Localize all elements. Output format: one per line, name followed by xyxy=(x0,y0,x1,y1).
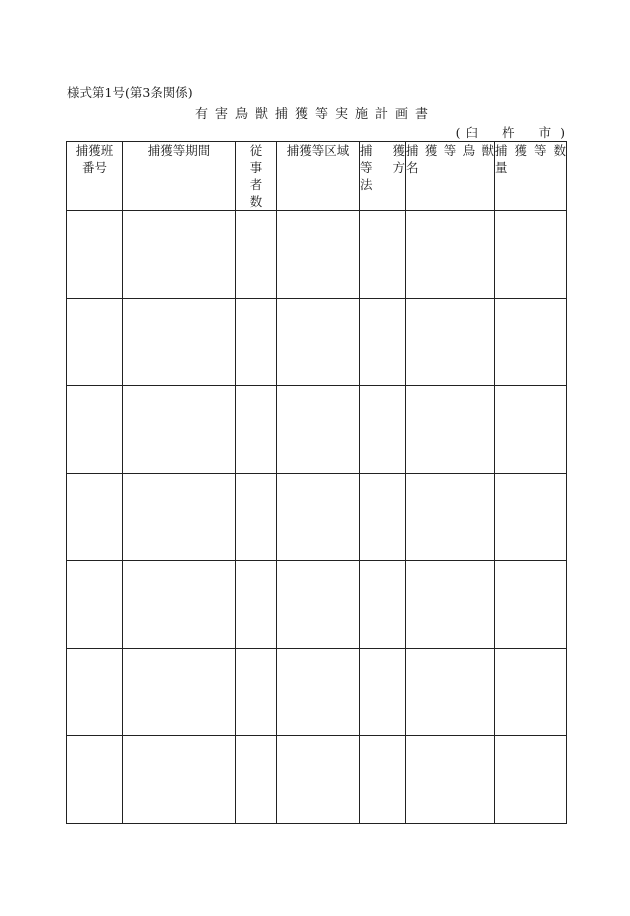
period-cell xyxy=(123,386,236,474)
team-number-cell xyxy=(67,298,123,386)
table-row xyxy=(67,648,567,736)
method-cell xyxy=(360,648,406,736)
area-cell xyxy=(277,386,360,474)
area-cell xyxy=(277,211,360,299)
workers-cell xyxy=(236,648,277,736)
header-team-number xyxy=(67,142,123,211)
header-line xyxy=(360,142,405,159)
table-body xyxy=(67,211,567,824)
header-char: 捕 xyxy=(495,143,508,158)
header-species xyxy=(406,142,495,211)
method-cell xyxy=(360,298,406,386)
period-cell xyxy=(123,298,236,386)
header-quantity xyxy=(495,142,567,211)
workers-cell xyxy=(236,211,277,299)
quantity-cell xyxy=(495,211,567,299)
species-cell xyxy=(406,561,495,649)
team-number-cell xyxy=(67,561,123,649)
table-row xyxy=(67,386,567,474)
area-cell xyxy=(277,298,360,386)
header-char: 名 xyxy=(406,160,419,175)
quantity-cell xyxy=(495,298,567,386)
quantity-cell xyxy=(495,386,567,474)
species-cell xyxy=(406,736,495,824)
table-row xyxy=(67,211,567,299)
header-line: 番号 xyxy=(81,160,107,175)
quantity-cell xyxy=(495,561,567,649)
header-char: 事 xyxy=(249,160,263,175)
species-cell xyxy=(406,386,495,474)
area-cell xyxy=(277,561,360,649)
method-cell xyxy=(360,386,406,474)
team-number-cell xyxy=(67,211,123,299)
species-cell xyxy=(406,211,495,299)
table-row xyxy=(67,473,567,561)
form-number-label: 様式第1号(第3条関係) xyxy=(67,85,193,100)
header-line xyxy=(406,159,494,176)
city-char: 臼 xyxy=(465,125,479,140)
quantity-cell xyxy=(495,648,567,736)
header-area xyxy=(277,142,360,211)
table-row xyxy=(67,298,567,386)
species-cell xyxy=(406,648,495,736)
area-cell xyxy=(277,473,360,561)
species-cell xyxy=(406,473,495,561)
workers-cell xyxy=(236,473,277,561)
period-cell xyxy=(123,473,236,561)
header-char: 等 xyxy=(533,143,547,158)
header-char: 獲 xyxy=(514,143,527,158)
method-cell xyxy=(360,561,406,649)
city-open-paren: ( xyxy=(455,125,461,140)
header-char: 獲 xyxy=(392,143,405,158)
area-cell xyxy=(277,736,360,824)
table-row xyxy=(67,736,567,824)
header-char: 数 xyxy=(553,143,566,158)
header-row xyxy=(67,142,567,211)
header-char: 等 xyxy=(360,160,373,175)
header-char: 量 xyxy=(495,160,508,175)
species-cell xyxy=(406,298,495,386)
period-cell xyxy=(123,648,236,736)
method-cell xyxy=(360,473,406,561)
header-period xyxy=(123,142,236,211)
period-cell xyxy=(123,211,236,299)
header-char: 者 xyxy=(249,177,263,192)
header-char: 等 xyxy=(443,143,457,158)
quantity-cell xyxy=(495,473,567,561)
header-char: 捕 xyxy=(360,143,373,158)
header-line xyxy=(495,159,566,176)
method-cell xyxy=(360,736,406,824)
header-line xyxy=(360,159,405,176)
header-char: 獲 xyxy=(424,143,438,158)
header-char: 従 xyxy=(249,143,263,158)
team-number-cell xyxy=(67,736,123,824)
header-method xyxy=(360,142,406,211)
header-line xyxy=(495,142,566,159)
city-char: 杵 xyxy=(502,125,515,140)
workers-cell xyxy=(236,736,277,824)
header-line xyxy=(360,176,405,193)
header-line: 捕獲等区域 xyxy=(286,143,350,158)
header-char: 数 xyxy=(249,194,263,209)
method-cell xyxy=(360,211,406,299)
area-cell xyxy=(277,648,360,736)
city-char: 市 xyxy=(538,125,552,140)
workers-cell xyxy=(236,298,277,386)
workers-cell xyxy=(236,561,277,649)
header-workers xyxy=(236,142,277,211)
header-char: 鳥 xyxy=(462,143,476,158)
plan-table xyxy=(66,141,567,824)
city-close-paren: ) xyxy=(560,125,565,140)
team-number-cell xyxy=(67,473,123,561)
city-label xyxy=(455,123,566,141)
header-char: 獣 xyxy=(481,143,494,158)
team-number-cell xyxy=(67,386,123,474)
period-cell xyxy=(123,561,236,649)
team-number-cell xyxy=(67,648,123,736)
header-line: 捕獲班 xyxy=(75,143,114,158)
header-line: 捕獲等期間 xyxy=(147,143,211,158)
header-char: 方 xyxy=(392,160,405,175)
header-char: 法 xyxy=(360,177,373,192)
quantity-cell xyxy=(495,736,567,824)
header-char: 捕 xyxy=(406,143,419,158)
workers-cell xyxy=(236,386,277,474)
document-title: 有害鳥獣捕獲等実施計画書 xyxy=(194,107,435,122)
city-name xyxy=(462,123,560,141)
table-row xyxy=(67,561,567,649)
header-line xyxy=(406,142,494,159)
period-cell xyxy=(123,736,236,824)
